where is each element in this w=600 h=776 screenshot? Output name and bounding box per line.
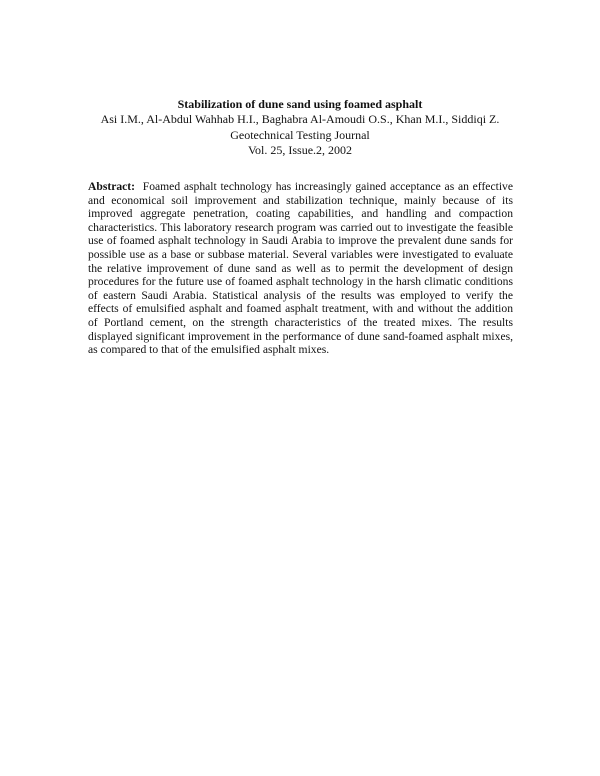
abstract-text: Foamed asphalt technology has increasingly gained acceptance as an effective and economical soil improvement and stabilization technique, mainly because of its improved aggregate penetration, coating capabilities, and handling and compaction characteristics. This laboratory research program was carried out to investigate the feasible use of foamed asphalt technology in Saudi Arabia to improve the prevalent dune sands for possible use as a base or subbase material. Several variables were investigated to evaluate the relative improvement of dune sand as well as to permit the development of design procedures for the future use of foamed asphalt technology in the harsh climatic conditions of eastern Saudi Arabia. Statistical analysis of the results was employed to verify the effects of emulsified asphalt and foamed asphalt treatment, with and without the addition of Portland cement, on the strength characteristics of the treated mixes. The results displayed significant improvement in the performance of dune sand-foamed asphalt mixes, as compared to that of the emulsified asphalt mixes.	[88, 180, 513, 357]
paper-title: Stabilization of dune sand using foamed asphalt	[177, 97, 423, 111]
paper-header	[0, 97, 600, 158]
paper-authors: Asi I.M., Al-Abdul Wahhab H.I., Baghabra Al-Amoudi O.S., Khan M.I., Siddiqi Z.	[100, 112, 500, 127]
volume-info: Vol. 25, Issue.2, 2002	[247, 142, 353, 157]
abstract-label: Abstract:	[88, 180, 136, 193]
journal-name: Geotechnical Testing Journal	[230, 127, 370, 142]
abstract-paragraph	[88, 180, 513, 357]
